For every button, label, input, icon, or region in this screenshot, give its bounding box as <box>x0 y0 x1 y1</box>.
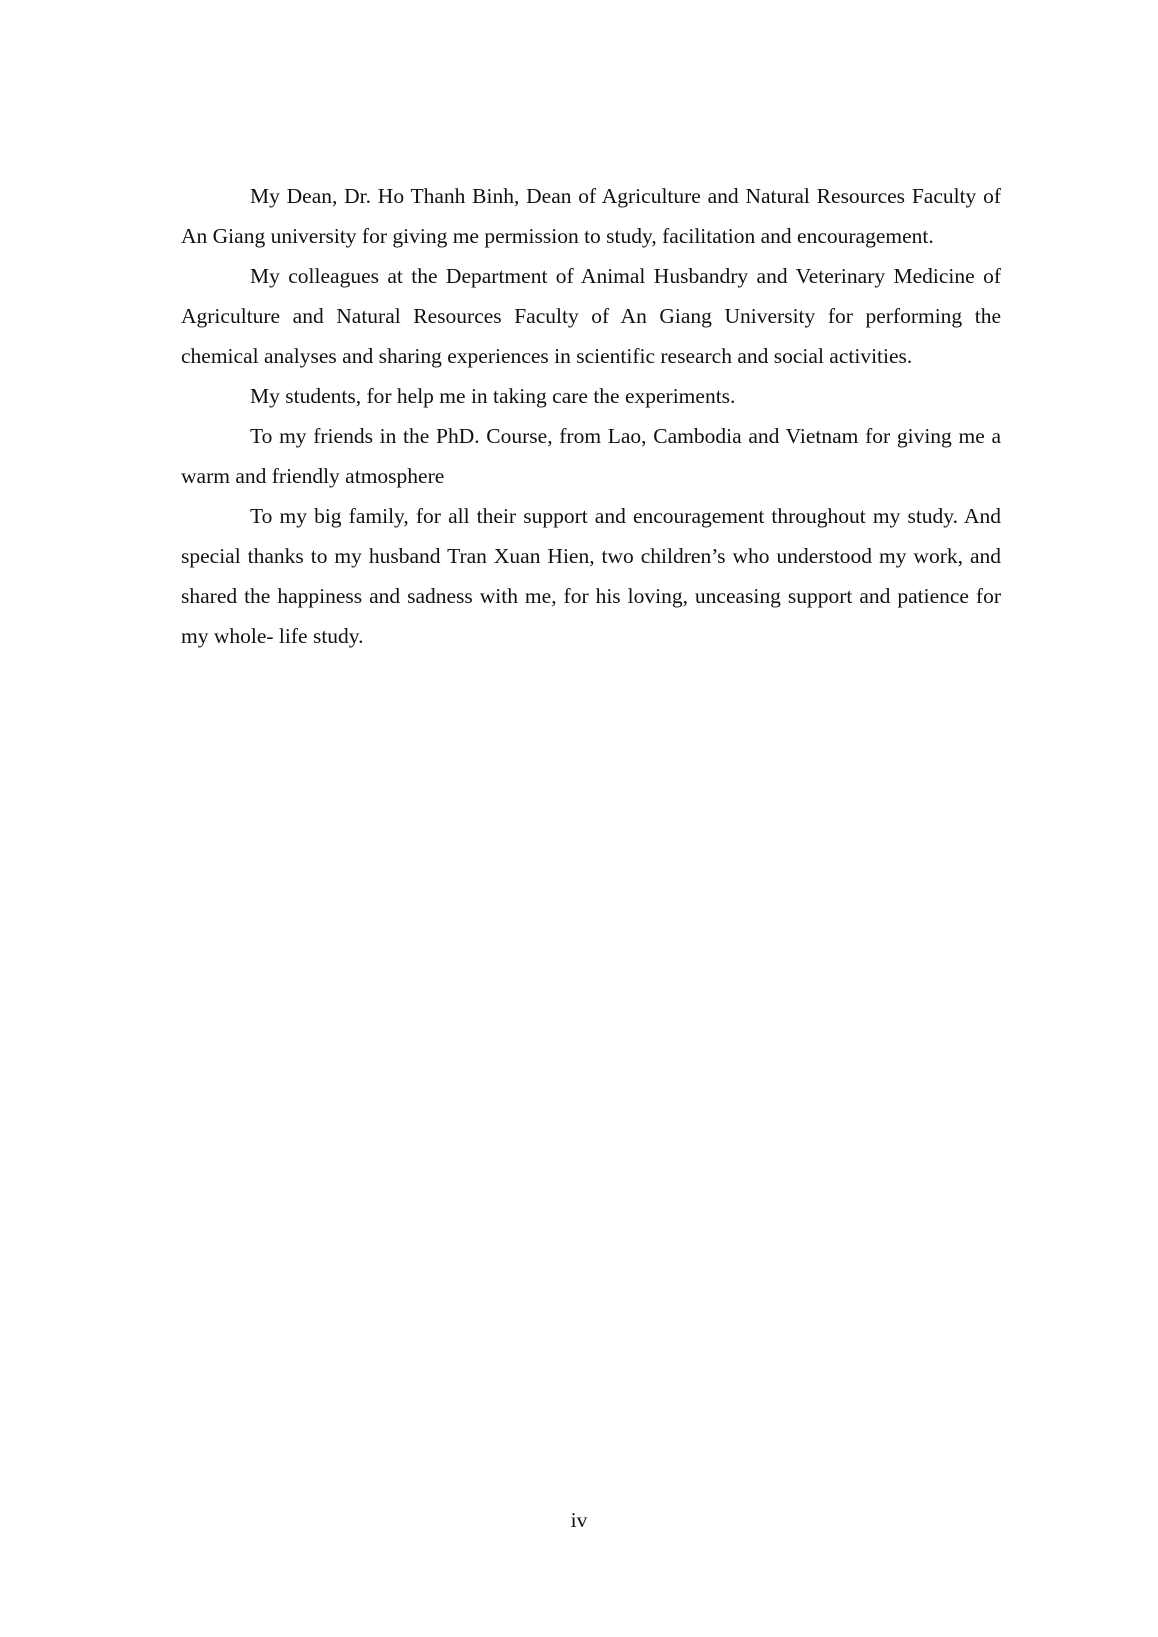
paragraph-dean: My Dean, Dr. Ho Thanh Binh, Dean of Agriculture and Natural Resources Faculty of An Giang university for giving me permission to study, facilitation and encouragement. <box>181 184 1001 248</box>
paragraph-family: To my big family, for all their support and encouragement throughout my study. And special thanks to my husband Tran Xuan Hien, two children’s who understood my work, and shared the happiness and sadness with me, for his loving, unceasing support and patience for my whole- life study. <box>181 504 1001 648</box>
paragraph-students: My students, for help me in taking care the experiments. <box>250 384 736 408</box>
paragraph-friends: To my friends in the PhD. Course, from Lao, Cambodia and Vietnam for giving me a warm and friendly atmosphere <box>181 424 1001 488</box>
paragraph-colleagues: My colleagues at the Department of Animal Husbandry and Veterinary Medicine of Agriculture and Natural Resources Faculty of An Giang University for performing the chemical analyses and sharing experiences in scientific research and social activities. <box>181 264 1001 368</box>
page-number: iv <box>570 1508 588 1532</box>
acknowledgements-body <box>181 176 1001 656</box>
